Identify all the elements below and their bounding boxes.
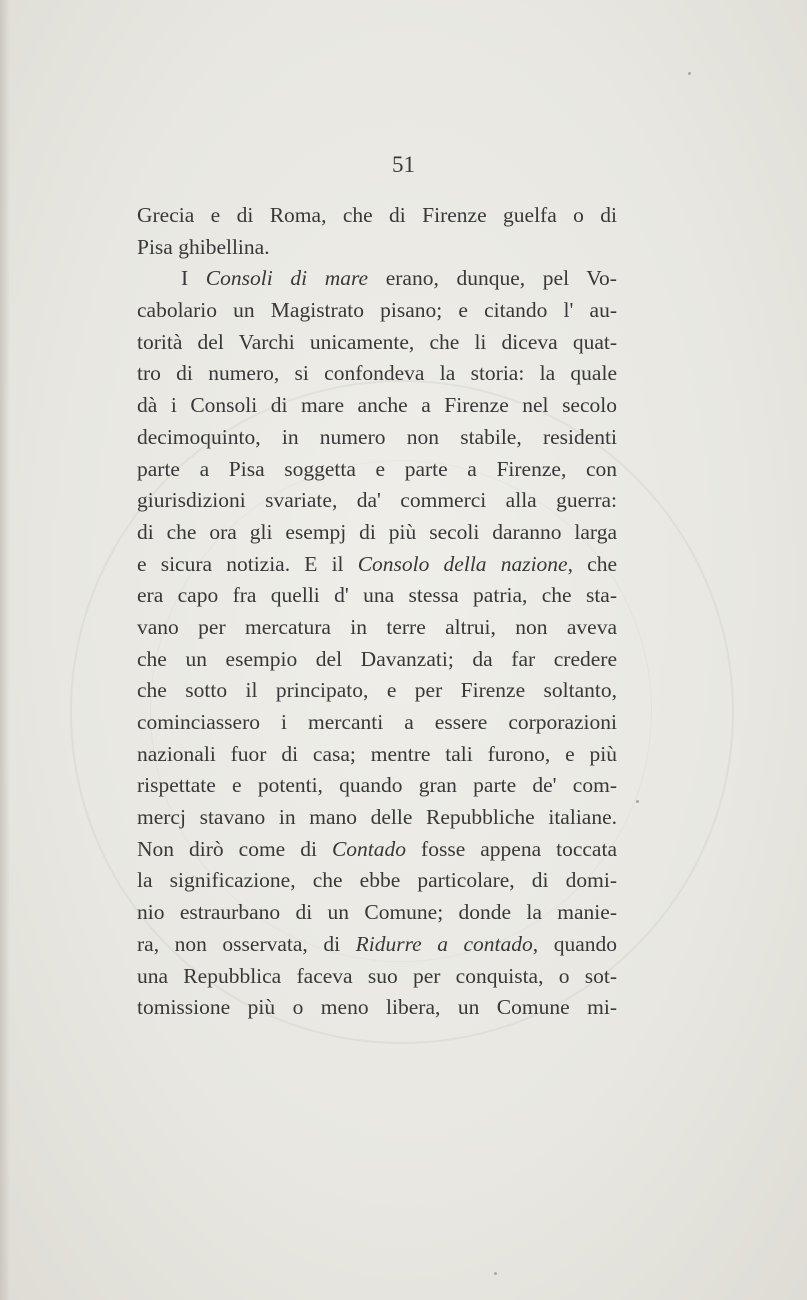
text-segment: fosse appena toccata: [406, 836, 617, 861]
text-segment: Non dirò come di: [137, 836, 332, 861]
text-line: [137, 295, 617, 327]
page-number: 51: [392, 152, 415, 177]
text-line: [137, 707, 617, 739]
text-line: [137, 992, 617, 1024]
text-segment: mercj stavano in mano delle Repubbliche italiane.: [137, 805, 617, 830]
text-segment: nio estraurbano di un Comune; donde la manie-: [137, 900, 617, 925]
italic-term: Contado: [331, 836, 407, 861]
text-segment: cominciassero i mercanti a essere corporazioni: [137, 710, 617, 734]
italic-term: Consolo della nazione: [357, 551, 568, 576]
text-segment: I: [181, 266, 206, 291]
text-line: [137, 454, 617, 486]
text-line: [137, 358, 617, 390]
text-segment: rispettate e potenti, quando gran parte de' com-: [137, 773, 617, 798]
text-segment: , quando: [532, 931, 617, 956]
text-segment: che un esempio del Davanzati; da far credere: [137, 646, 617, 671]
paper-speck: [688, 72, 691, 75]
text-segment: di che ora gli esempj di più secoli daranno larga: [137, 519, 617, 544]
body-text: [137, 200, 617, 1024]
text-segment: ra, non osservata, di: [137, 931, 356, 956]
text-segment: vano per mercatura in terre altrui, non aveva: [137, 614, 617, 639]
text-segment: , che: [567, 551, 617, 576]
italic-term: Ridurre a contado: [355, 931, 533, 956]
paper-speck: [636, 800, 639, 803]
text-line: [137, 675, 617, 707]
italic-term: Consoli di mare: [205, 266, 369, 291]
text-line: [137, 770, 617, 802]
text-line: [137, 485, 617, 517]
text-segment: la significazione, che ebbe particolare, di domi-: [137, 868, 617, 893]
text-segment: che sotto il principato, e per Firenze soltanto,: [137, 678, 617, 703]
text-segment: Grecia e di Roma, che di Firenze guelfa o di: [137, 203, 617, 227]
text-segment: tro di numero, si confondeva la storia: la quale: [137, 361, 617, 386]
text-segment: parte a Pisa soggetta e parte a Firenze, con: [137, 456, 617, 481]
text-line: [137, 961, 617, 993]
text-segment: cabolario un Magistrato pisano; e citando l' au-: [137, 298, 617, 323]
text-line: [137, 390, 617, 422]
text-segment: e sicura notizia. E il: [137, 551, 358, 576]
text-line: [137, 263, 617, 295]
text-segment: una Repubblica faceva suo per conquista, o sot-: [137, 963, 617, 988]
text-line: [137, 549, 617, 581]
text-line: [137, 739, 617, 771]
text-segment: Pisa ghibellina.: [137, 234, 270, 259]
text-segment: nazionali fuor di casa; mentre tali furono, e più: [137, 741, 617, 766]
text-line: [137, 897, 617, 929]
text-line: [137, 644, 617, 676]
text-segment: erano, dunque, pel Vo-: [368, 266, 617, 291]
text-line: [137, 517, 617, 549]
text-line: [137, 865, 617, 897]
text-line: [137, 929, 617, 961]
page-gutter-shadow: [0, 0, 10, 1300]
text-line: [137, 232, 617, 264]
text-segment: tomissione più o meno libera, un Comune mi-: [137, 995, 617, 1020]
text-line: [137, 580, 617, 612]
text-line: [137, 802, 617, 834]
text-line: [137, 612, 617, 644]
text-line: [137, 327, 617, 359]
text-line: [137, 834, 617, 866]
text-segment: torità del Varchi unicamente, che li diceva quat-: [137, 329, 617, 354]
text-segment: giurisdizioni svariate, da' commerci alla guerra:: [137, 488, 617, 513]
text-segment: decimoquinto, in numero non stabile, residenti: [137, 424, 617, 449]
text-segment: era capo fra quelli d' una stessa patria, che sta-: [137, 583, 617, 608]
text-line: [137, 422, 617, 454]
paper-speck: [494, 1272, 497, 1275]
text-line: [137, 200, 617, 232]
text-segment: dà i Consoli di mare anche a Firenze nel secolo: [137, 393, 617, 418]
